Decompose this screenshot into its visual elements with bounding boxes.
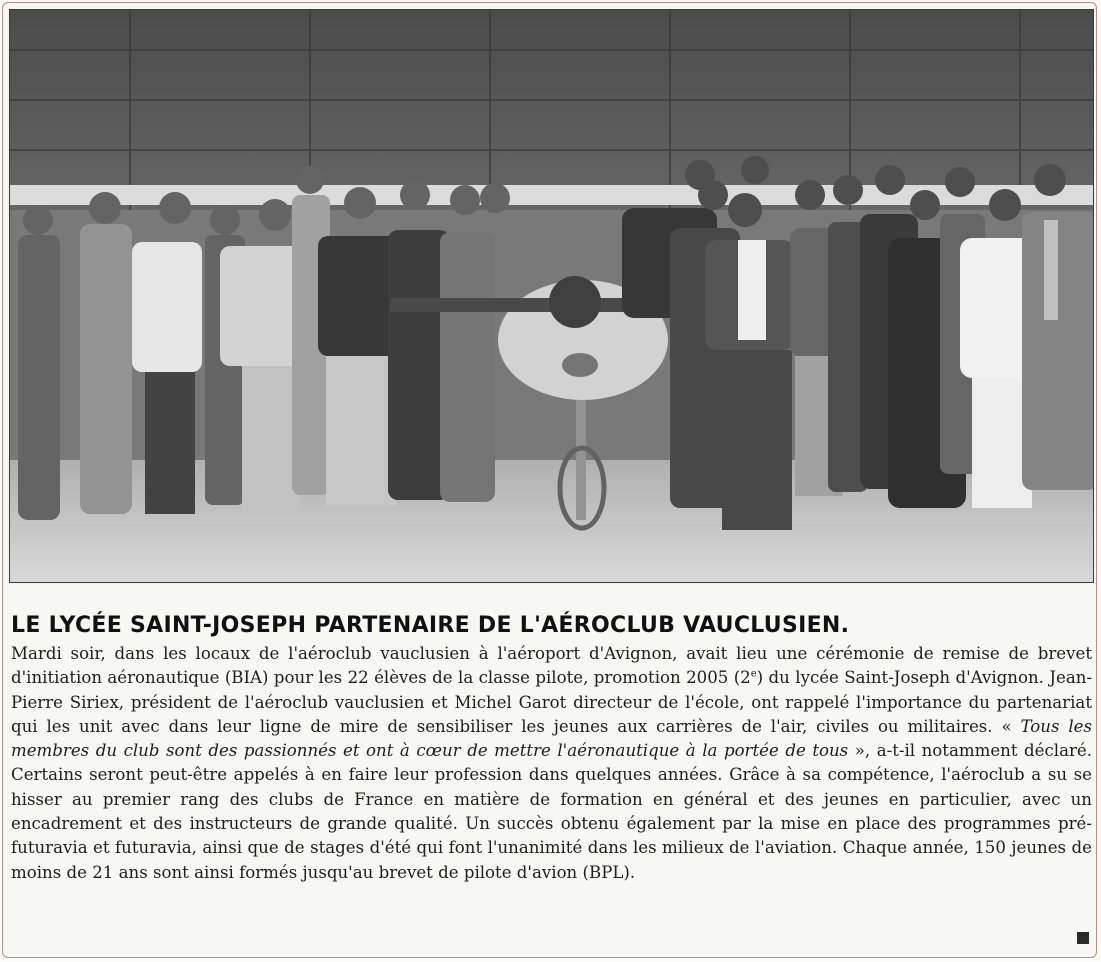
body-text-part-2: ) du lycée Saint-Joseph d'Avignon. Jean-Pierre Siriex, président de l'aéroclub vauclusien et Michel Garot directeur de l'école, ont rappelé l'importance du partenariat qui les unit avec dans leur ligne de mire de sensibiliser les jeunes aux carrières de l'air, civiles ou militaires. « bbox=[11, 668, 1093, 736]
body-text-part-3: », a-t-il notamment déclaré. Certains seront peut-être appelés à en faire leur profession dans quelques années. Grâce à sa compétence, l'aéroclub a su se hisser au premier rang des clubs de France en matière de formation en général et des jeunes en particulier, avec un encadrement et des instructeurs de grande qualité. Un succès obtenu également par la mise en place des programmes pré-futuravia et futuravia, ainsi que de stages d'été qui font l'unanimité dans les milieux de l'aviation. Chaque année, 150 jeunes de moins de 21 ans sont ainsi formés jusqu'au brevet de pilote d'avion (BPL). bbox=[11, 741, 1093, 882]
article-headline: LE LYCÉE SAINT-JOSEPH PARTENAIRE DE L'AÉROCLUB VAUCLUSIEN. bbox=[11, 613, 850, 638]
newspaper-clipping bbox=[2, 2, 1097, 958]
body-text-part-1: Mardi soir, dans les locaux de l'aéroclub vauclusien à l'aéroport d'Avignon, avait lieu une cérémonie de remise de brevet d'initiation aéronautique (BIA) pour les 22 élèves de la classe pilote, promotion 2005 (2 bbox=[11, 644, 1092, 688]
end-of-article-mark bbox=[1077, 932, 1089, 944]
article-body bbox=[11, 642, 1092, 885]
article-quote: Tous les membres du club sont des passionnés et ont à cœur de mettre l'aéronautique à la portée de tous bbox=[11, 716, 1092, 761]
article-photo bbox=[9, 9, 1094, 583]
group-photo-illustration bbox=[10, 10, 1093, 582]
ordinal-superscript: e bbox=[750, 668, 757, 680]
